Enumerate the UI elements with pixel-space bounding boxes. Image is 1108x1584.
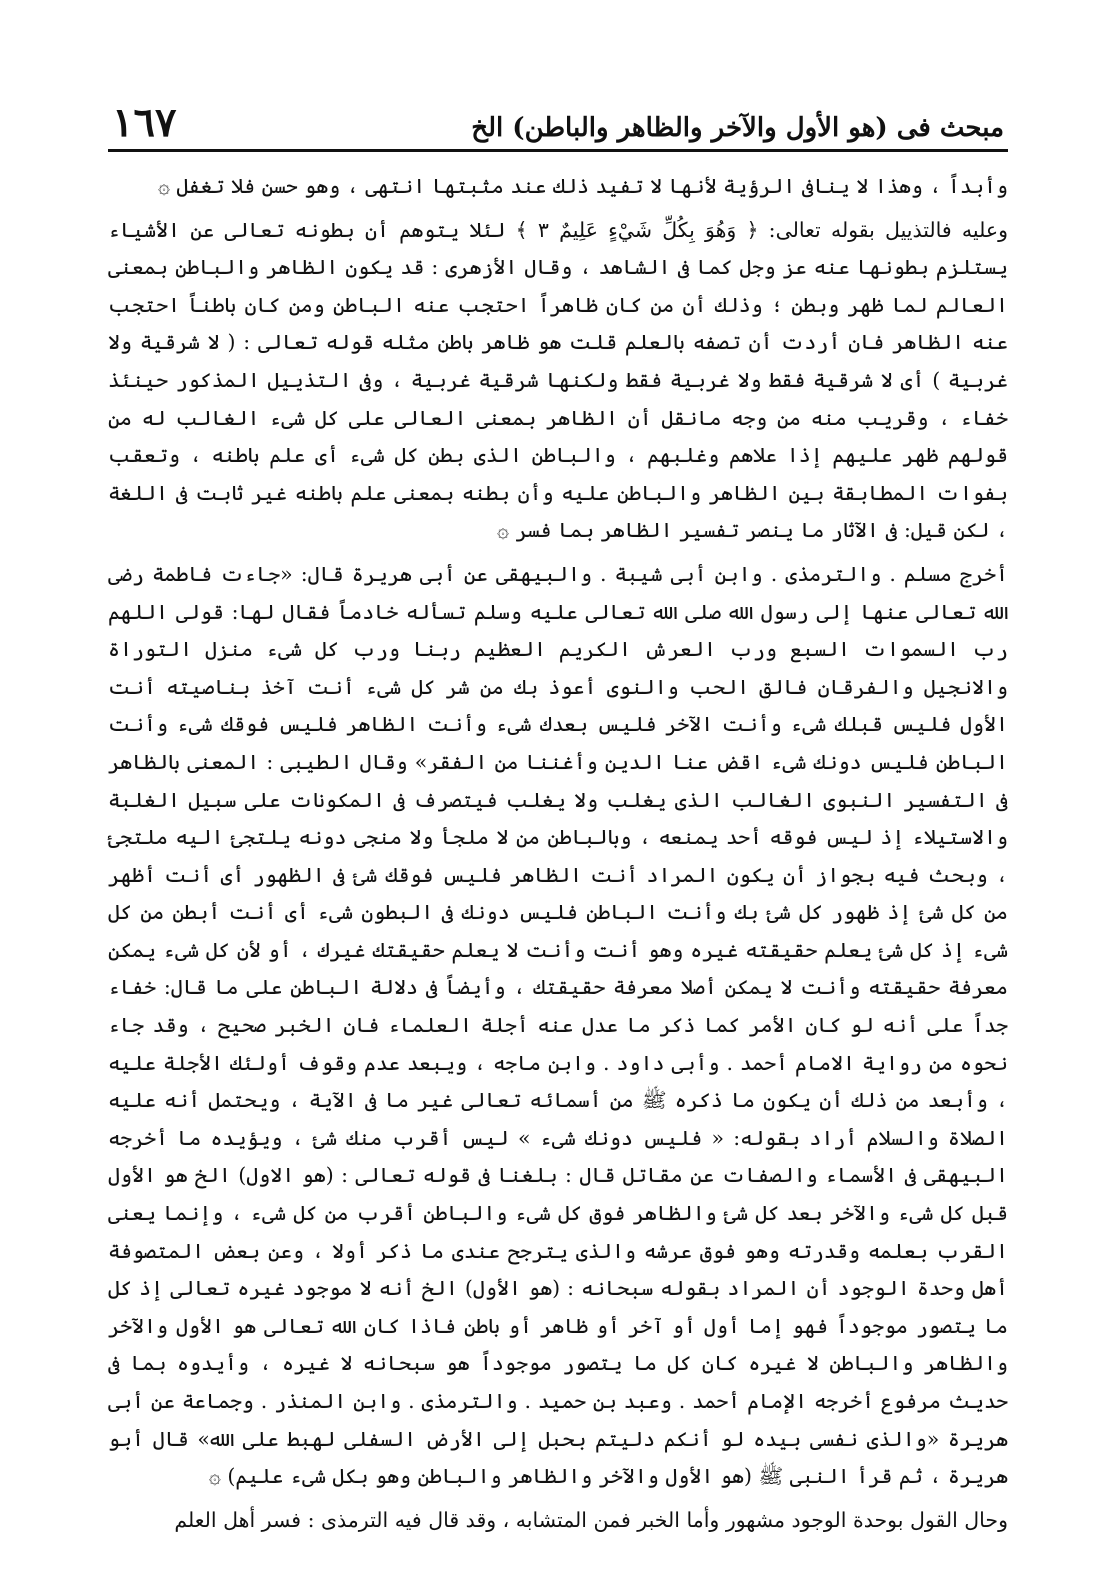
- paragraph-final: وحال القول بوحدة الوجود مشهور وأما الخبر فمن المتشابه ، وقد قال فيه الترمذى : فسر أهل العلم: [174, 1507, 1008, 1532]
- paragraph-commentary: وعليه فالتذييل بقوله تعالى: ﴿ وَهُوَ بِكُلِّ شَيْءٍ عَلِيمٌ ٣ ﴾ لئلا يتوهم أن بطونه تعالى عن الأشياء يستلزم بطونها عنه عز وجل كما فى الشاهد ، وقال الأزهرى : قد يكون الظاهر والباطن بمعنى العالم لما ظهر وبطن ؛ وذلك أن من كان ظاهراً احتجب عنه الباطن ومن كان باطناً احتجب عنه الظاهر فان أردت أن تصفه بالعلم قلت هو ظاهر باطن مثله قوله تعالى : ( لا شرقية ولا غربية ) أى لا شرقية فقط ولا غربية فقط ولكنها شرقية غربية ، وفى التذييل المذكور حينئذ خفاء ، وقريب منه من وجه مانقل أن الظاهر بمعنى العالى على كل شىء الغالب له من قولهم ظهر عليهم إذا علاهم وغلبهم ، والباطن الذى بطن كل شىء أى علم باطنه ، وتعقب بفوات المطابقة بين الظاهر والباطن عليه وأن بطنه بمعنى علم باطنه غير ثابت فى اللغة ، لكن قيل: فى الآثار ما ينصر تفسير الظاهر بما فسر ۞: [108, 217, 1008, 543]
- main-text: [108, 168, 1008, 1539]
- paragraph-hadith: أخرج مسلم . والترمذى . وابن أبى شيبة . والبيهقى عن أبى هريرة قال: «جاءت فاطمة رضى الله تعالى عنها إلى رسول الله صلى الله تعالى عليه وسلم تسأله خادماً فقال لها: قولى اللهم رب السموات السبع ورب العرش الكريم العظيم ربنا ورب كل شىء منزل التوراة والانجيل والفرقان فالق الحب والنوى أعوذ بك من شر كل شىء أنت آخذ بناصيته أنت الأول فليس قبلك شىء وأنت الآخر فليس بعدك شىء وأنت الظاهر فليس فوقك شىء وأنت الباطن فليس دونك شىء اقض عنا الدين وأغننا من الفقر» وقال الطيبى : المعنى بالظاهر فى التفسير النبوى الغالب الذى يغلب ولا يغلب فيتصرف فى المكونات على سبيل الغلبة والاستيلاء إذ ليس فوقه أحد يمنعه ، وبالباطن من لا ملجأ ولا منجى دونه يلتجئ اليه ملتجئ ، وبحث فيه بجواز أن يكون المراد أنت الظاهر فليس فوقك شئ فى الظهور أى أنت أظهر من كل شئ إذ ظهور كل شئ بك وأنت الباطن فليس دونك فى البطون شىء أى أنت أبطن من كل شىء إذ كل شئ يعلم حقيقته غيره وهو أنت وأنت لا يعلم حقيقتك غيرك ، أو لأن كل شىء يمكن معرفة حقيقته وأنت لا يمكن أصلا معرفة حقيقتك ، وأيضاً فى دلالة الباطن على ما قال: خفاء جداً على أنه لو كان الأمر كما ذكر ما عدل عنه أجلة العلماء فان الخبر صحيح ، وقد جاء نحوه من رواية الامام أحمد . وأبى داود . وابن ماجه ، ويبعد عدم وقوف أولئك الأجلة عليه ، وأبعد من ذلك أن يكون ما ذكره ﷺ من أسمائه تعالى غير ما فى الآية ، ويحتمل أنه عليه الصلاة والسلام أراد بقوله: « فليس دونك شىء » ليس أقرب منك شئ ، ويؤيده ما أخرجه البيهقى فى الأسماء والصفات عن مقاتل قال : بلغنا فى قوله تعالى : (هو الاول) الخ هو الأول قبل كل شىء والآخر بعد كل شئ والظاهر فوق كل شىء والباطن أقرب من كل شىء ، وإنما يعنى القرب بعلمه وقدرته وهو فوق عرشه والذى يترجح عندى ما ذكر أولا ، وعن بعض المتصوفة أهل وحدة الوجود أن المراد بقوله سبحانه : (هو الأول) الخ أنه لا موجود غيره تعالى إذ كل ما يتصور موجوداً فهو إما أول أو آخر أو ظاهر أو باطن فاذا كان الله تعالى هو الأول والآخر والظاهر والباطن لا غيره كان كل ما يتصور موجوداً هو سبحانه لا غيره ، وأيدوه بما فى حديث مرفوع أخرجه الإمام أحمد . وعبد بن حميد . والترمذى . وابن المنذر . وجماعة عن أبى هريرة «والذى نفسى بيده لو أنكم دليتم بحبل إلى الأرض السفلى لهبط على الله» قال أبو هريرة ، ثم قرأ النبى ﷺ (هو الأول والآخر والظاهر والباطن وهو بكل شىء عليم) ۞: [108, 561, 1008, 1489]
- book-page: [108, 88, 1008, 1532]
- page-number: ١٦٧: [112, 99, 177, 146]
- paragraph-continued: وأبداً ، وهذا لا ينافى الرؤية لأنها لا تفيد ذلك عند مثبتها انتهى ، وهو حسن فلا تغفل ۞: [157, 174, 1008, 198]
- running-header: [108, 88, 1008, 152]
- running-title: مبحث فى (هو الأول والآخر والظاهر والباطن) الخ: [471, 113, 1004, 143]
